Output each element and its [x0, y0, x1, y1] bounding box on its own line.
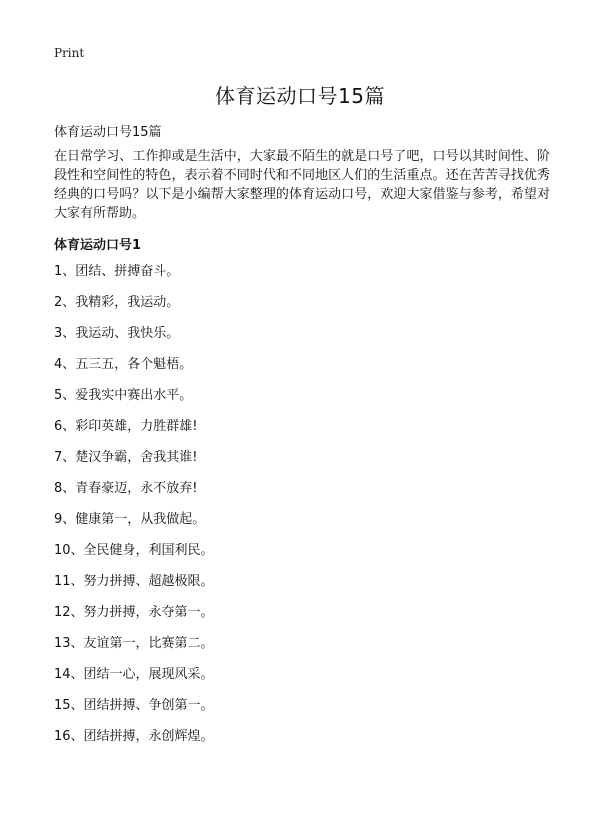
list-item: 12、努力拼搏，永夺第一。 [54, 605, 214, 620]
list-item: 1、团结、拼搏奋斗。 [54, 264, 180, 279]
section-heading: 体育运动口号1 [54, 238, 142, 253]
list-item: 7、楚汉争霸，舍我其谁! [54, 450, 198, 465]
intro-paragraph: 在日常学习、工作抑或是生活中，大家最不陌生的就是口号了吧，口号以其时间性、阶段性和空间性的特色，表示着不同时代和不同地区人们的生活重点。还在苦苦寻找优秀经典的口号吗？以下是小编帮大家整理的体育运动口号，欢迎大家借鉴与参考，希望对大家有所帮助。 [54, 149, 550, 221]
print-label: Print [54, 46, 85, 60]
list-item: 5、爱我实中赛出水平。 [54, 388, 193, 403]
slogan-list [54, 262, 214, 758]
list-item: 13、友谊第一，比赛第二。 [54, 636, 214, 651]
list-item: 8、青春豪迈，永不放弃! [54, 481, 198, 496]
list-item: 14、团结一心，展现风采。 [54, 667, 214, 682]
list-item: 10、全民健身，利国利民。 [54, 543, 214, 558]
list-item: 9、健康第一，从我做起。 [54, 512, 206, 527]
document-subtitle: 体育运动口号15篇 [54, 125, 162, 140]
list-item: 16、团结拼搏，永创辉煌。 [54, 729, 214, 744]
list-item: 2、我精彩，我运动。 [54, 295, 180, 310]
list-item: 4、五三五，各个魁梧。 [54, 357, 193, 372]
list-item: 15、团结拼搏、争创第一。 [54, 698, 214, 713]
list-item: 3、我运动、我快乐。 [54, 326, 180, 341]
document-title: 体育运动口号15篇 [215, 84, 385, 108]
list-item: 6、彩印英雄，力胜群雄! [54, 419, 198, 434]
list-item: 11、努力拼搏、超越极限。 [54, 574, 214, 589]
